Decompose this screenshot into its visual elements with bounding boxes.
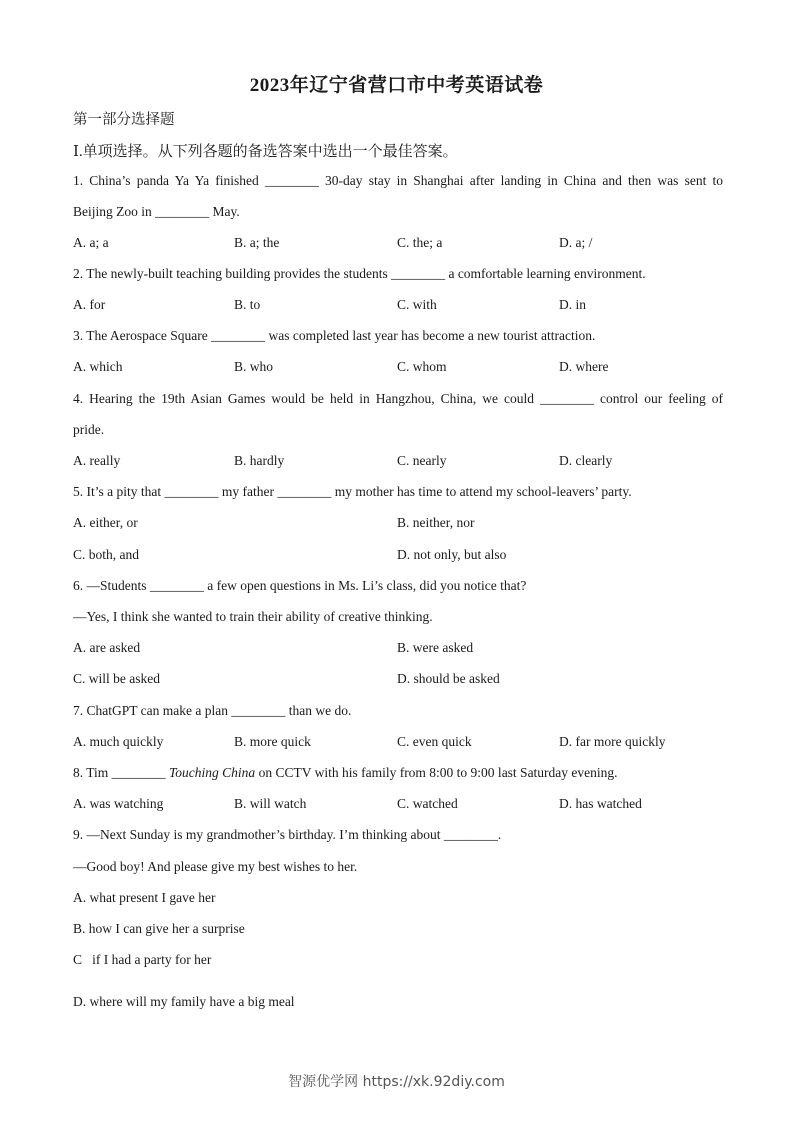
q9-option-c: C if I had a party for her	[73, 952, 212, 967]
q8-text-end: on CCTV with his family from 8:00 to 9:00 last Saturday evening.	[255, 765, 618, 780]
question-1-text: 1. China’s panda Ya Ya finished ________ 30-day stay in Shanghai after landing in China and then was sent to	[73, 173, 723, 188]
q4-option-d: D. clearly	[559, 453, 613, 468]
q8-option-a: A. was watching	[73, 796, 164, 811]
q5-option-b: B. neither, nor	[397, 515, 475, 530]
q7-option-a: A. much quickly	[73, 734, 164, 749]
question-4-text-cont: pride.	[73, 422, 105, 437]
q3-option-c: C. whom	[397, 359, 447, 374]
section-heading: 第一部分选择题	[73, 112, 175, 128]
q7-option-c: C. even quick	[397, 734, 472, 749]
page-title: 2023年辽宁省营口市中考英语试卷	[249, 75, 544, 96]
q1-option-a: A. a; a	[73, 235, 109, 250]
q5-option-c: C. both, and	[73, 547, 139, 562]
question-8-text	[73, 765, 618, 781]
q3-option-d: D. where	[559, 359, 609, 374]
q6-option-d: D. should be asked	[397, 671, 500, 686]
q4-option-c: C. nearly	[397, 453, 447, 468]
q8-text-start: 8. Tim ________	[73, 765, 170, 780]
question-2-text: 2. The newly-built teaching building provides the students ________ a comfortable learning environment.	[73, 266, 646, 281]
q3-option-b: B. who	[234, 359, 274, 374]
question-6-text: 6. —Students ________ a few open questions in Ms. Li’s class, did you notice that?	[73, 578, 527, 593]
question-5-text: 5. It’s a pity that ________ my father ________ my mother has time to attend my school-leavers’ party.	[73, 484, 632, 499]
q2-option-c: C. with	[397, 297, 437, 312]
instruction-text: Ⅰ.单项选择。从下列各题的备选答案中选出一个最佳答案。	[73, 144, 458, 160]
q5-option-d: D. not only, but also	[397, 547, 507, 562]
q2-option-d: D. in	[559, 297, 586, 312]
question-4-text: 4. Hearing the 19th Asian Games would be held in Hangzhou, China, we could ________ control our feeling of	[73, 391, 723, 406]
q1-option-c: C. the; a	[397, 235, 443, 250]
q7-option-b: B. more quick	[234, 734, 311, 749]
q2-option-b: B. to	[234, 297, 261, 312]
question-1-text-cont: Beijing Zoo in ________ May.	[73, 204, 240, 219]
question-9-reply: —Good boy! And please give my best wishes to her.	[73, 859, 358, 874]
question-6-reply: —Yes, I think she wanted to train their ability of creative thinking.	[73, 609, 433, 624]
q2-option-a: A. for	[73, 297, 106, 312]
q8-option-b: B. will watch	[234, 796, 307, 811]
q8-option-c: C. watched	[397, 796, 458, 811]
q9-option-b: B. how I can give her a surprise	[73, 921, 245, 936]
q1-option-b: B. a; the	[234, 235, 280, 250]
q1-option-d: D. a; /	[559, 235, 593, 250]
q8-option-d: D. has watched	[559, 796, 642, 811]
question-3-text: 3. The Aerospace Square ________ was completed last year has become a new tourist attraction.	[73, 328, 596, 343]
question-7-text: 7. ChatGPT can make a plan ________ than we do.	[73, 703, 352, 718]
q8-program-title: Touching China	[169, 765, 256, 780]
q4-option-b: B. hardly	[234, 453, 285, 468]
q9-option-a: A. what present I gave her	[73, 890, 216, 905]
question-9-text: 9. —Next Sunday is my grandmother’s birthday. I’m thinking about ________.	[73, 827, 502, 842]
q6-option-c: C. will be asked	[73, 671, 160, 686]
q3-option-a: A. which	[73, 359, 123, 374]
q9-option-d: D. where will my family have a big meal	[73, 994, 295, 1009]
q4-option-a: A. really	[73, 453, 121, 468]
q7-option-d: D. far more quickly	[559, 734, 666, 749]
watermark-footer: 智源优学网 https://xk.92diy.com	[288, 1074, 505, 1090]
q5-option-a: A. either, or	[73, 515, 138, 530]
q6-option-a: A. are asked	[73, 640, 141, 655]
q6-option-b: B. were asked	[397, 640, 474, 655]
